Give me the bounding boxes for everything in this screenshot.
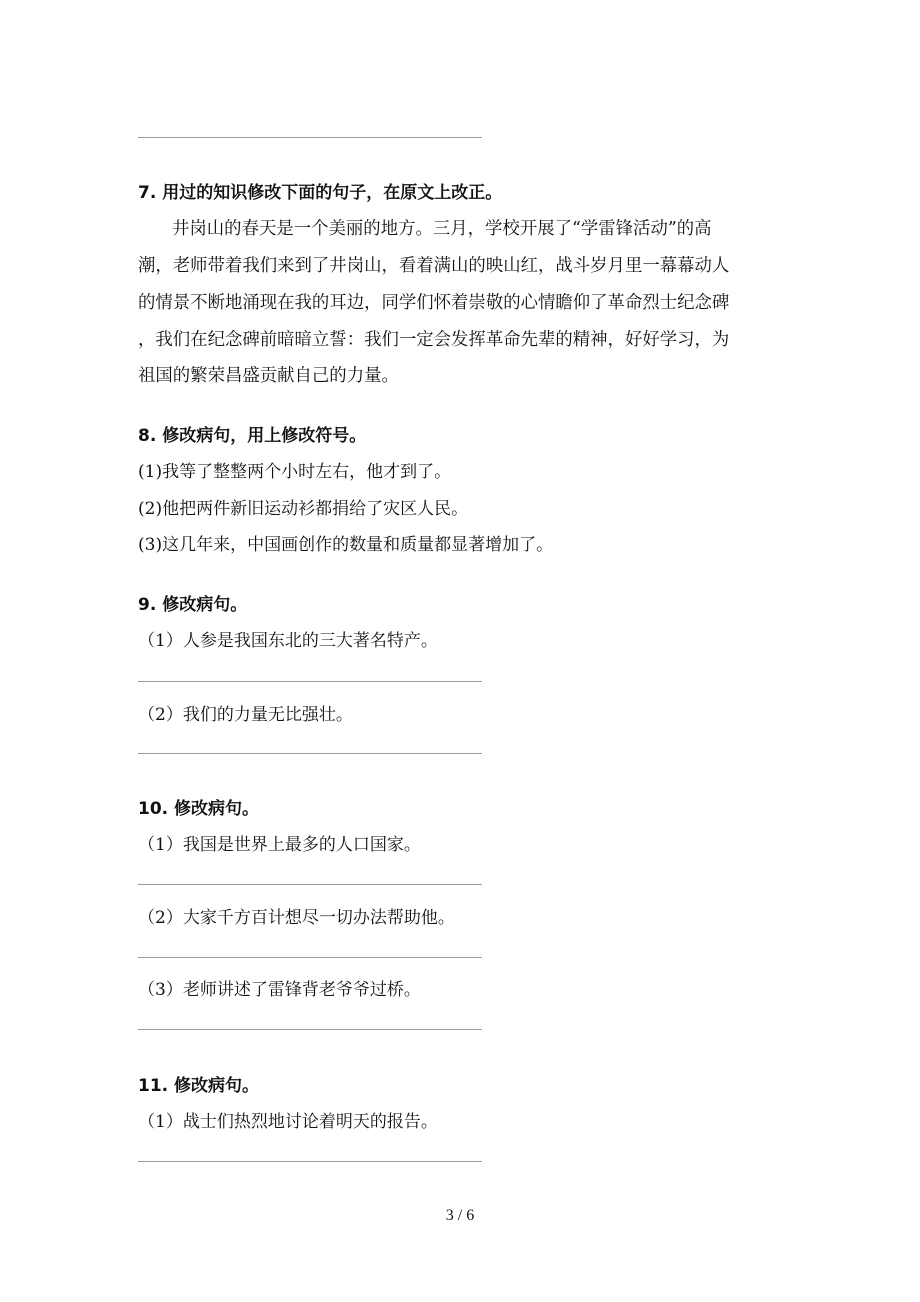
q9-item-2: （2）我们的力量无比强壮。 bbox=[138, 705, 353, 725]
q10-answer-line-1[interactable] bbox=[138, 884, 482, 885]
question-8-heading: 8. 修改病句，用上修改符号。 bbox=[138, 426, 367, 446]
q10-answer-line-2[interactable] bbox=[138, 957, 482, 958]
q8-item-2: (2)他把两件新旧运动衫都捐给了灾区人民。 bbox=[138, 499, 469, 519]
q7-paragraph-line-3: 的情景不断地涌现在我的耳边，同学们怀着崇敬的心情瞻仰了革命烈士纪念碑 bbox=[138, 293, 730, 313]
q10-item-1: （1）我国是世界上最多的人口国家。 bbox=[138, 835, 421, 855]
q10-item-2: （2）大家千方百计想尽一切办法帮助他。 bbox=[138, 908, 455, 928]
q9-item-1: （1）人参是我国东北的三大著名特产。 bbox=[138, 631, 438, 651]
q8-item-3: (3)这几年来，中国画创作的数量和质量都显著增加了。 bbox=[138, 535, 554, 555]
q7-paragraph-line-2: 潮，老师带着我们来到了井岗山，看着满山的映山红，战斗岁月里一幕幕动人 bbox=[138, 256, 730, 276]
q7-paragraph-line-4: ，我们在纪念碑前暗暗立誓：我们一定会发挥革命先辈的精神，好好学习，为 bbox=[138, 330, 730, 350]
q10-item-3: （3）老师讲述了雷锋背老爷爷过桥。 bbox=[138, 980, 421, 1000]
question-7-heading: 7. 用过的知识修改下面的句子，在原文上改正。 bbox=[138, 183, 503, 203]
q10-answer-line-3[interactable] bbox=[138, 1029, 482, 1030]
q7-paragraph-line-5: 祖国的繁荣昌盛贡献自己的力量。 bbox=[138, 366, 399, 386]
q11-answer-line-1[interactable] bbox=[138, 1161, 482, 1162]
page-number: 3 / 6 bbox=[445, 1207, 475, 1224]
question-11-heading: 11. 修改病句。 bbox=[138, 1076, 260, 1096]
q11-item-1: （1）战士们热烈地讨论着明天的报告。 bbox=[138, 1112, 438, 1132]
question-10-heading: 10. 修改病句。 bbox=[138, 799, 260, 819]
question-9-heading: 9. 修改病句。 bbox=[138, 595, 248, 615]
q7-paragraph-line-1: 井岗山的春天是一个美丽的地方。三月，学校开展了“学雷锋活动”的高 bbox=[172, 219, 712, 239]
q9-answer-line-1[interactable] bbox=[138, 681, 482, 682]
answer-line-previous[interactable] bbox=[138, 137, 482, 138]
q9-answer-line-2[interactable] bbox=[138, 753, 482, 754]
q8-item-1: (1)我等了整整两个小时左右，他才到了。 bbox=[138, 462, 452, 482]
